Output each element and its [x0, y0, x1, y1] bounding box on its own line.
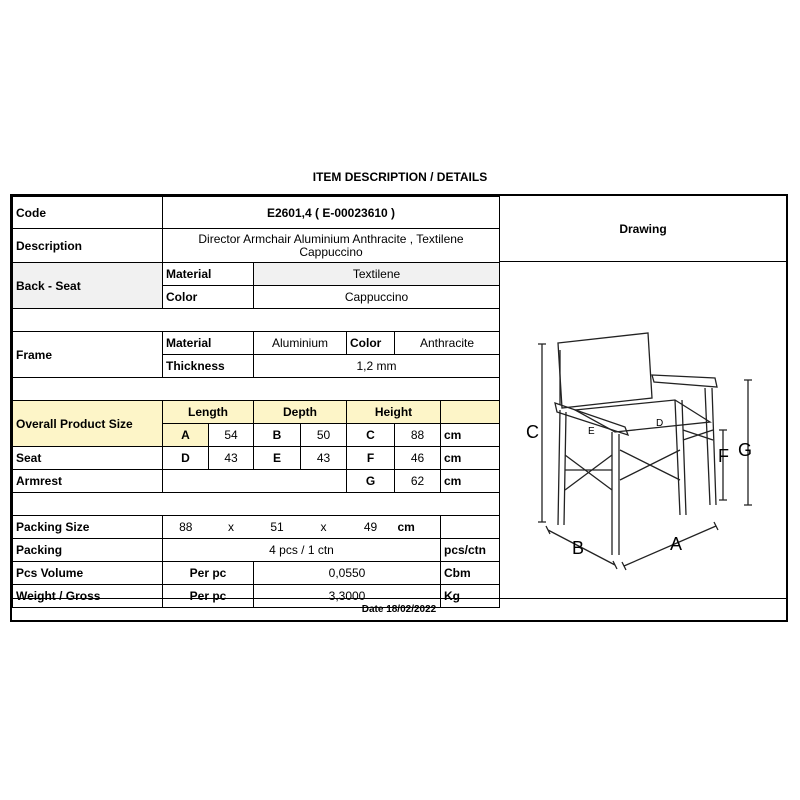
dim-a-value: 54	[209, 424, 254, 447]
overall-size-label: Overall Product Size	[13, 401, 163, 447]
dim-g-value: 62	[395, 470, 441, 493]
label-e: E	[588, 426, 595, 437]
weight-per: Per pc	[163, 585, 254, 608]
dim-f-value: 46	[395, 447, 441, 470]
height-header: Height	[347, 401, 441, 424]
armrest-right	[652, 375, 717, 387]
packing-value: 4 pcs / 1 ctn	[163, 539, 441, 562]
back-seat-color-label: Color	[163, 286, 254, 309]
leg-front-left	[612, 432, 619, 555]
back-seat-color-value: Cappuccino	[254, 286, 500, 309]
dim-d-value: 43	[209, 447, 254, 470]
description-label: Description	[13, 229, 163, 263]
back-seat-material-value: Textilene	[254, 263, 500, 286]
packing-size-blank	[441, 516, 500, 539]
back-seat-label: Back - Seat	[13, 263, 163, 309]
drawing-header	[500, 196, 786, 262]
packing-unit: pcs/ctn	[441, 539, 500, 562]
packing-size-length: 88	[163, 516, 209, 539]
unit-header-blank	[441, 401, 500, 424]
label-g: G	[738, 440, 753, 460]
packing-size-width: 51	[254, 516, 301, 539]
frame-material-label: Material	[163, 332, 254, 355]
seat-unit: cm	[441, 447, 500, 470]
separator	[13, 378, 500, 401]
label-a: A	[670, 534, 683, 554]
dim-g-label: G	[347, 470, 395, 493]
armrest-label: Armrest	[13, 470, 163, 493]
length-header: Length	[163, 401, 254, 424]
frame-color-value: Anthracite	[395, 332, 500, 355]
chair-drawing	[520, 330, 770, 580]
frame-thickness-value: 1,2 mm	[254, 355, 500, 378]
packing-label: Packing	[13, 539, 163, 562]
leg-back-left	[558, 410, 566, 525]
dim-b-value: 50	[301, 424, 347, 447]
chair-back	[558, 333, 652, 408]
back-seat-material-label: Material	[163, 263, 254, 286]
code-label: Code	[13, 197, 163, 229]
dim-a-label: A	[163, 424, 209, 447]
frame-thickness-label: Thickness	[163, 355, 254, 378]
dim-e-label: E	[254, 447, 301, 470]
packing-size-height: 49	[347, 516, 395, 539]
weight-label: Weight / Gross	[13, 585, 163, 608]
cross-front	[620, 450, 680, 480]
code-value: E2601,4 ( E-00023610 )	[163, 197, 500, 229]
depth-header: Depth	[254, 401, 347, 424]
dim-c-label: C	[347, 424, 395, 447]
pcs-volume-label: Pcs Volume	[13, 562, 163, 585]
packing-size-x1: x	[209, 516, 254, 539]
label-b: B	[572, 538, 585, 558]
packing-size-label: Packing Size	[13, 516, 163, 539]
dim-c-value: 88	[395, 424, 441, 447]
dim-d-label: D	[163, 447, 209, 470]
weight-unit: Kg	[441, 585, 500, 608]
dim-line-c	[538, 344, 546, 522]
frame-color-label: Color	[347, 332, 395, 355]
frame-label: Frame	[13, 332, 163, 378]
pcs-volume-value: 0,0550	[254, 562, 441, 585]
drawing-label: Drawing	[619, 222, 667, 236]
spec-table	[12, 196, 500, 608]
pcs-volume-unit: Cbm	[441, 562, 500, 585]
dim-b-label: B	[254, 424, 301, 447]
armrest-blank	[163, 470, 347, 493]
dim-f-label: F	[347, 447, 395, 470]
leg-front-right	[705, 388, 716, 505]
label-d: D	[656, 418, 664, 429]
packing-size-unit: cm	[395, 516, 441, 539]
label-f: F	[718, 446, 729, 466]
packing-size-x2: x	[301, 516, 347, 539]
pcs-volume-per: Per pc	[163, 562, 254, 585]
weight-value: 3,3000	[254, 585, 441, 608]
sheet-title: ITEM DESCRIPTION / DETAILS	[312, 170, 488, 184]
description-value: Director Armchair Aluminium Anthracite , Textilene Cappuccino	[163, 229, 500, 263]
label-c: C	[526, 422, 539, 442]
dim-e-value: 43	[301, 447, 347, 470]
seat-label: Seat	[13, 447, 163, 470]
armrest-unit: cm	[441, 470, 500, 493]
date-footer: Date 18/02/2022	[12, 598, 786, 620]
leg-back-right	[675, 400, 686, 515]
separator	[13, 309, 500, 332]
frame-material-value: Aluminium	[254, 332, 347, 355]
separator	[13, 493, 500, 516]
cross-left	[565, 455, 612, 490]
overall-unit: cm	[441, 424, 500, 447]
